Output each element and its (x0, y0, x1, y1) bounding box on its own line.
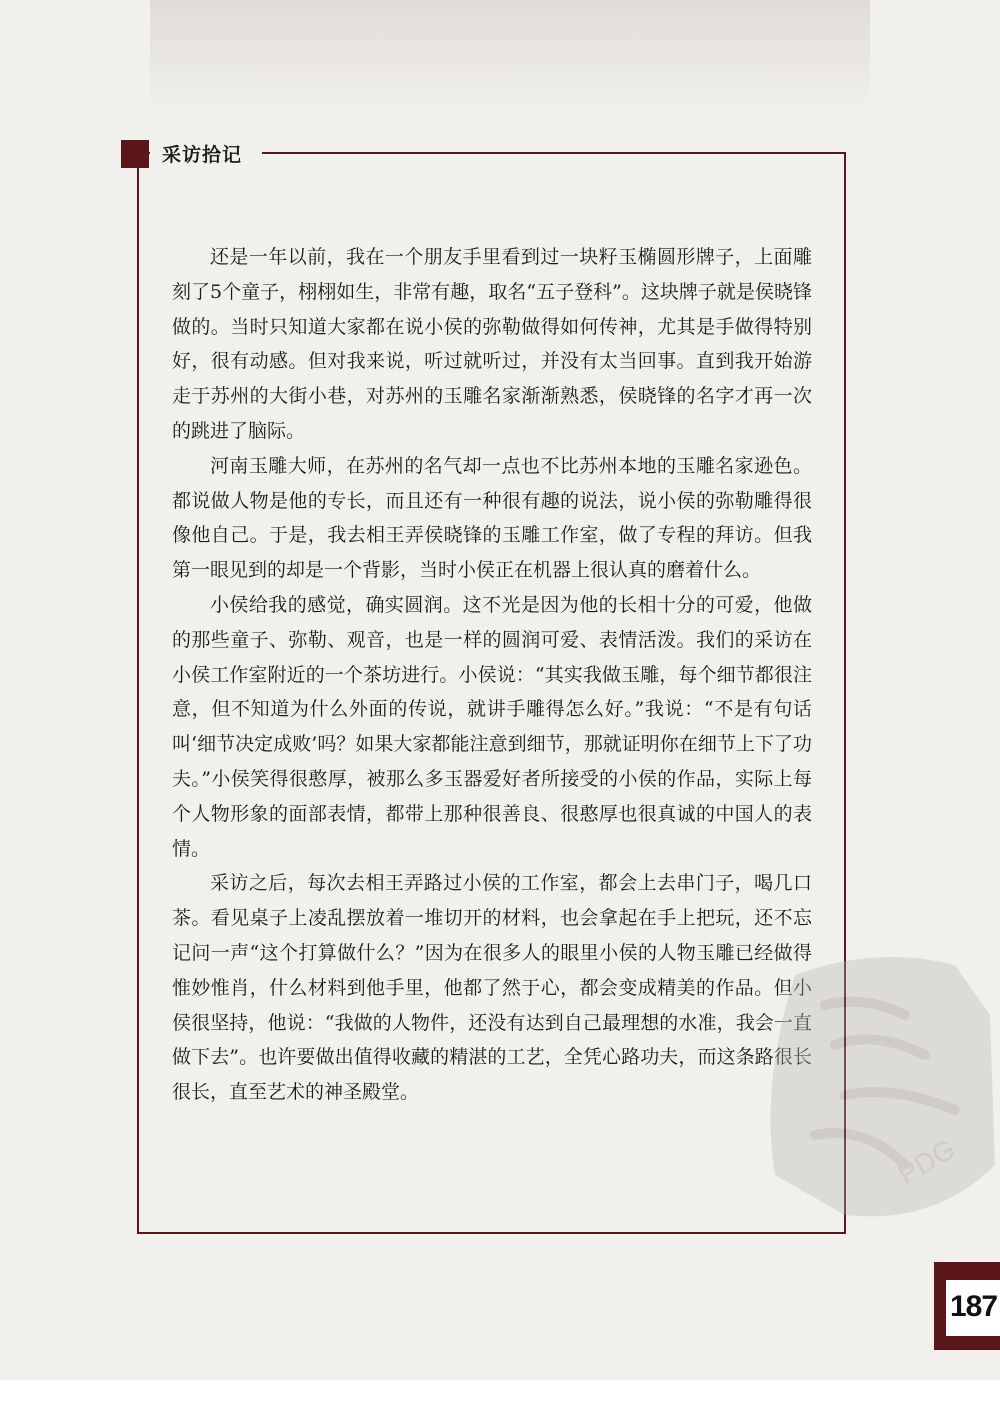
scan-bleed-through (150, 0, 870, 110)
scan-bottom-margin (0, 1380, 1000, 1425)
paragraph-3: 小侯给我的感觉，确实圆润。这不光是因为他的长相十分的可爱，他做的那些童子、弥勒、观音，也是一样的圆润可爱、表情活泼。我们的采访在小侯工作室附近的一个茶坊进行。小侯说：“其实我做玉雕，每个细节都很注意，但不知道为什么外面的传说，就讲手雕得怎么好。”我说：“不是有句话叫‘细节决定成败’吗？如果大家都能注意到细节，那就证明你在细节上下了功夫。”小侯笑得很憨厚，被那么多玉器爱好者所接受的小侯的作品，实际上每个人物形象的面部表情，都带上那种很善良、很憨厚也很真诚的中国人的表情。 (172, 593, 812, 860)
section-title: 采访拾记 (162, 144, 243, 166)
paragraph-4: 采访之后，每次去相王弄路过小侯的工作室，都会上去串门子，喝几口茶。看见桌子上凌乱摆放着一堆切开的材料，也会拿起在手上把玩，还不忘记问一声“这个打算做什么？”因为在很多人的眼里小侯的人物玉雕已经做得惟妙惟肖，什么材料到他手里，他都了然于心，都会变成精美的作品。但小侯很坚持，他说：“我做的人物件，还没有达到自己最理想的水准，我会一直做下去”。也许要做出值得收藏的精湛的工艺，全凭心路功夫，而这条路很长很长，直至艺术的神圣殿堂。 (172, 872, 812, 1104)
page-number: 187 (950, 1290, 998, 1323)
section-marker (121, 140, 149, 168)
article-body (172, 240, 812, 1110)
watermark-label: PDG (892, 1133, 961, 1191)
paragraph-1: 还是一年以前，我在一个朋友手里看到过一块籽玉椭圆形牌子，上面雕刻了5个童子，栩栩如生，非常有趣，取名“五子登科”。这块牌子就是侯晓锋做的。当时只知道大家都在说小侯的弥勒做得如何传神，尤其是手做得特别好，很有动感。但对我来说，听过就听过，并没有太当回事。直到我开始游走于苏州的大街小巷，对苏州的玉雕名家渐渐熟悉，侯晓锋的名字才再一次的跳进了脑际。 (172, 246, 812, 442)
paragraph-2: 河南玉雕大师，在苏州的名气却一点也不比苏州本地的玉雕名家逊色。都说做人物是他的专长，而且还有一种很有趣的说法，说小侯的弥勒雕得很像他自己。于是，我去相王弄侯晓锋的玉雕工作室，做了专程的拜访。但我第一眼见到的却是一个背影，当时小侯正在机器上很认真的磨着什么。 (172, 454, 812, 582)
